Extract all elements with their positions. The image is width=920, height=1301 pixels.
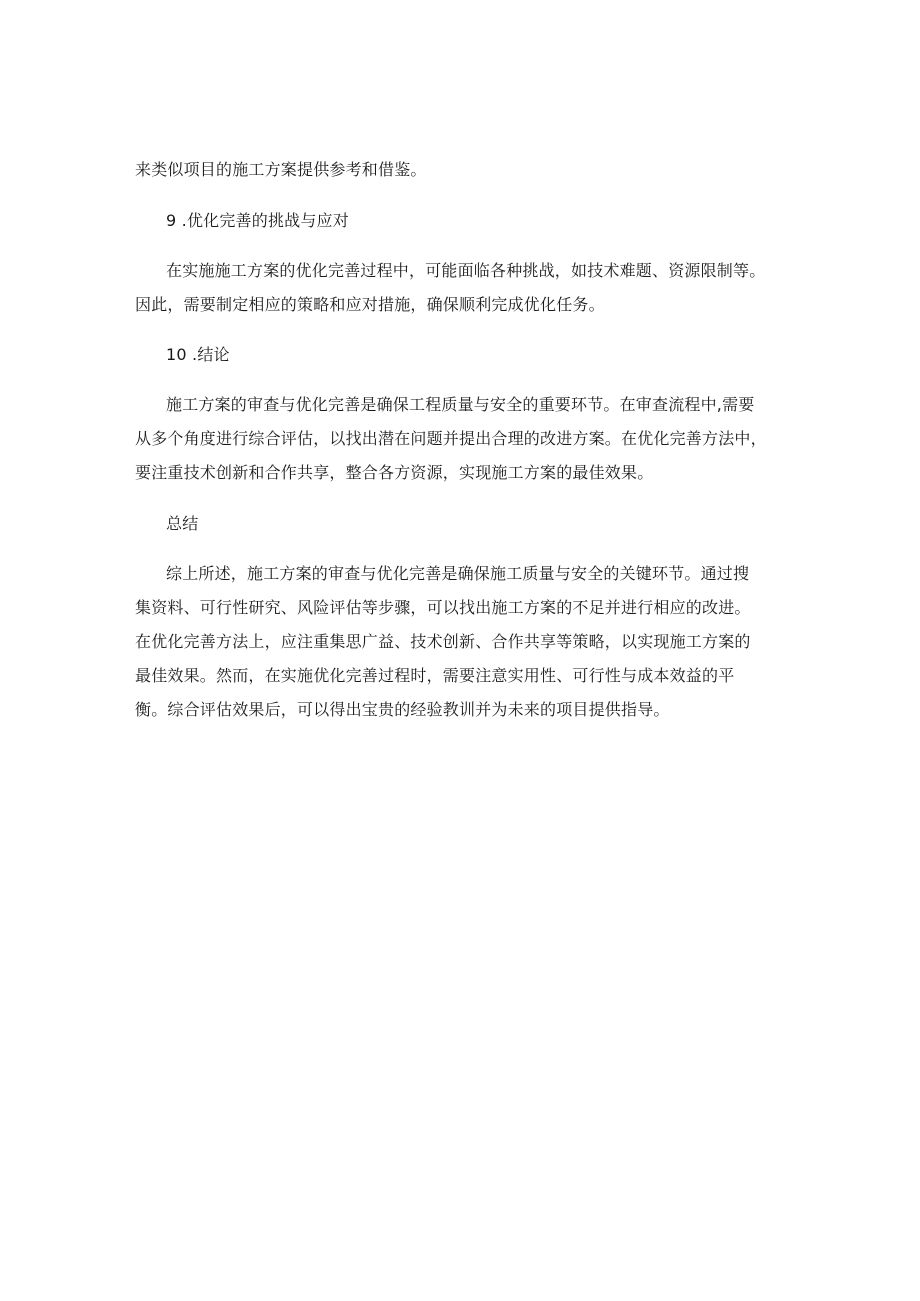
paragraph-line: 来类似项目的施工方案提供参考和借鉴。 — [135, 160, 427, 179]
paragraph-line: 施工方案的审查与优化完善是确保工程质量与安全的重要环节。在审查流程中,需要 — [166, 395, 755, 414]
paragraph-line: 最佳效果。然而，在实施优化完善过程时，需要注意实用性、可行性与成本效益的平 — [135, 666, 735, 685]
paragraph-line: 综上所述，施工方案的审查与优化完善是确保施工质量与安全的关键环节。通过搜 — [166, 564, 750, 583]
paragraph-line: 在实施施工方案的优化完善过程中，可能面临各种挑战，如技术难题、资源限制等。 — [166, 261, 766, 280]
paragraph-line: 因此，需要制定相应的策略和应对措施，确保顺利完成优化任务。 — [135, 295, 605, 314]
paragraph-line: 衡。综合评估效果后，可以得出宝贵的经验教训并为未来的项目提供指导。 — [135, 700, 670, 719]
paragraph-line: 集资料、可行性研究、风险评估等步骤，可以找出施工方案的不足并进行相应的改进。 — [135, 598, 751, 617]
paragraph-line: 从多个角度进行综合评估，以找出潜在问题并提出合理的改进方案。在优化完善方法中， — [135, 429, 767, 448]
paragraph-line: 在优化完善方法上，应注重集思广益、技术创新、合作共享等策略，以实现施工方案的 — [135, 632, 751, 651]
section-heading: 10 .结论 — [166, 345, 230, 364]
section-heading: 9 .优化完善的挑战与应对 — [166, 211, 349, 230]
section-heading: 总结 — [166, 514, 199, 533]
paragraph-line: 要注重技术创新和合作共享，整合各方资源，实现施工方案的最佳效果。 — [135, 463, 654, 482]
